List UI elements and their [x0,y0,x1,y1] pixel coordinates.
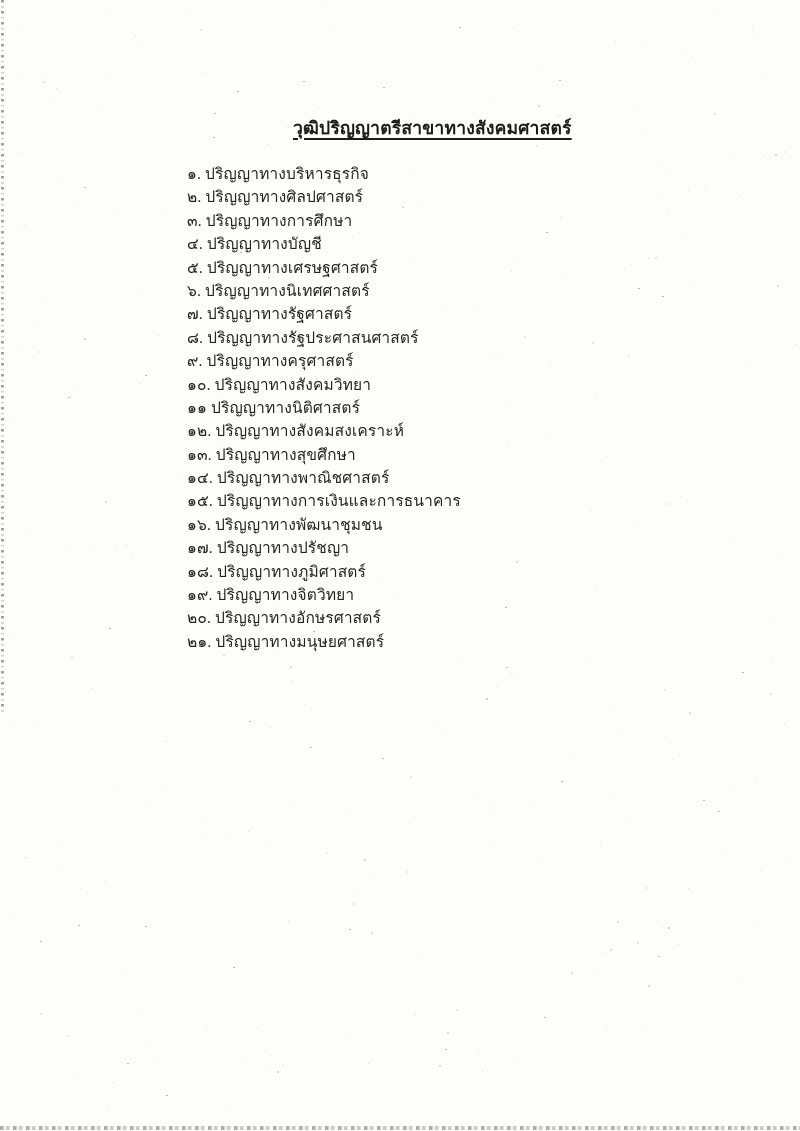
degree-list-item: ๒. ปริญญาทางศิลปศาสตร์ [187,189,364,207]
degree-list-item: ๖. ปริญญาทางนิเทศศาสตร์ [187,282,370,300]
degree-list-item: ๕. ปริญญาทางเศรษฐศาสตร์ [187,259,379,277]
degree-list-item: ๑๗. ปริญญาทางปรัชญา [187,540,350,558]
degree-list-item: ๒๐. ปริญญาทางอักษรศาสตร์ [187,610,381,628]
degree-list-item: ๑๓. ปริญญาทางสุขศึกษา [187,446,356,464]
degree-list-item: ๙. ปริญญาทางครุศาสตร์ [187,353,354,371]
scan-artifact-left-edge [1,0,4,712]
degree-list-item: ๓. ปริญญาทางการศึกษา [187,212,353,230]
degree-list-item: ๑๒. ปริญญาทางสังคมสงเคราะห์ [187,423,405,441]
degree-list-item: ๑๐. ปริญญาทางสังคมวิทยา [187,376,372,394]
degree-list-item: ๑๔. ปริญญาทางพาณิชศาสตร์ [187,470,390,488]
degree-list-item: ๒๑. ปริญญาทางมนุษยศาสตร์ [187,633,385,651]
degree-list-item: ๑. ปริญญาทางบริหารธุรกิจ [187,166,370,183]
degree-list-item: ๑๑ ปริญญาทางนิติศาสตร์ [187,399,361,417]
degree-list-item: ๑๙. ปริญญาทางจิตวิทยา [187,587,355,605]
degree-list-item: ๘. ปริญญาทางรัฐประศาสนศาสตร์ [187,329,419,347]
scan-artifact-bottom-edge [0,1126,800,1130]
degree-list-item: ๑๕. ปริญญาทางการเงินและการธนาคาร [187,493,461,511]
document-title: วุฒิปริญญาตรีสาขาทางสังคมศาสตร์ [293,118,572,138]
degree-list-item: ๑๖. ปริญญาทางพัฒนาชุมชน [187,516,383,534]
degree-list-item: ๗. ปริญญาทางรัฐศาสตร์ [187,306,353,324]
degree-list-item: ๑๘. ปริญญาทางภูมิศาสตร์ [187,563,366,581]
degree-list [187,163,461,654]
degree-list-item: ๔. ปริญญาทางบัญชี [187,236,322,254]
